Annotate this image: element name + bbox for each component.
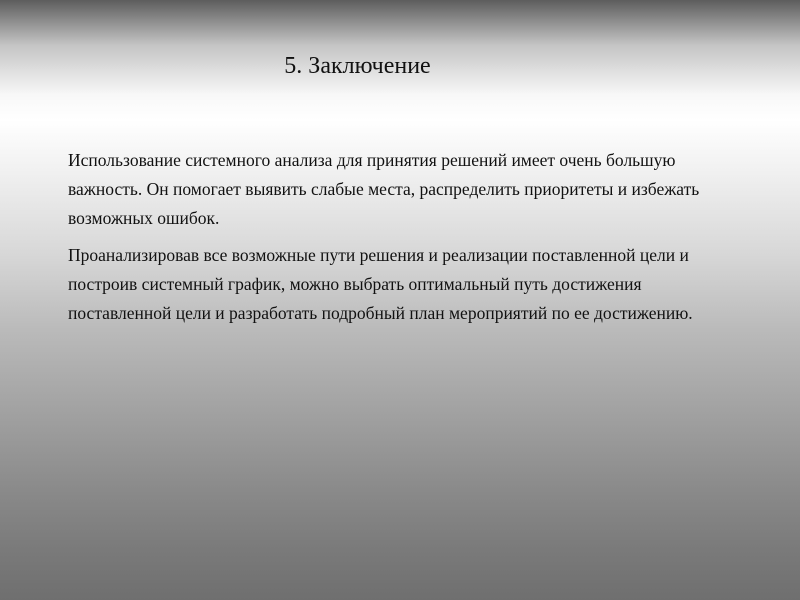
- paragraph-2: Проанализировав все возможные пути решения и реализации поставленной цели и построив системный график, можно выбрать оптимальный путь достижения поставленной цели и разработать подробный план мероприятий по ее достижению.: [68, 245, 693, 323]
- slide-body: [68, 146, 748, 336]
- paragraph-1: Использование системного анализа для принятия решений имеет очень большую важность. Он помогает выявить слабые места, распределить приоритеты и избежать возможных ошибок.: [68, 150, 700, 228]
- slide-title: 5. Заключение: [284, 53, 431, 79]
